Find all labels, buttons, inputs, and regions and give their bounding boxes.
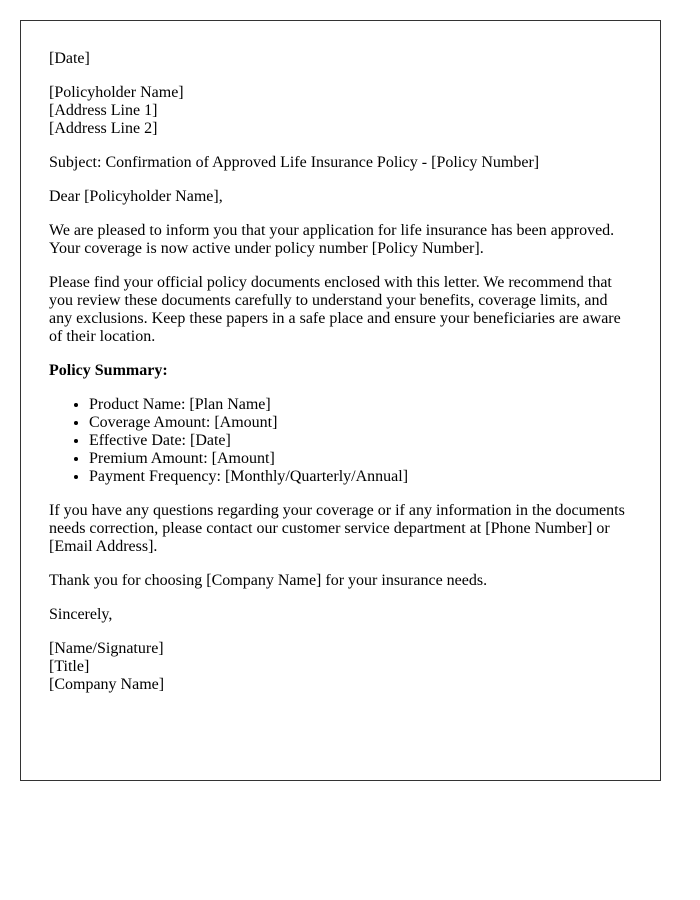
subject-line: Subject: Confirmation of Approved Life Insurance Policy - [Policy Number] bbox=[49, 154, 540, 171]
list-item: • Effective Date: [Date] bbox=[89, 432, 632, 450]
body-paragraph: Please find your official policy documents enclosed with this letter. We recommend that you review these documents carefully to understand your benefits, coverage limits, and any exclusions. Keep these papers in a safe place and ensure your beneficiaries are aware of their location. bbox=[49, 274, 621, 345]
address-line-2: [Address Line 2] bbox=[49, 120, 158, 137]
list-item: • Payment Frequency: [Monthly/Quarterly/Annual] bbox=[89, 468, 632, 486]
signature-block bbox=[49, 640, 632, 694]
policy-summary-heading: Policy Summary: bbox=[49, 362, 168, 379]
recipient-address bbox=[49, 84, 632, 138]
body-paragraph: We are pleased to inform you that your application for life insurance has been approved. Your coverage is now active under policy number [Policy Number]. bbox=[49, 222, 615, 257]
list-item: • Product Name: [Plan Name] bbox=[89, 396, 632, 414]
list-item: • Coverage Amount: [Amount] bbox=[89, 414, 632, 432]
letter bbox=[20, 20, 661, 781]
signature-title: [Title] bbox=[49, 658, 90, 675]
body-paragraph: If you have any questions regarding your coverage or if any information in the documents needs correction, please contact our customer service department at [Phone Number] or [Email Address]. bbox=[49, 502, 625, 555]
policy-summary-list bbox=[49, 396, 632, 486]
signature-company: [Company Name] bbox=[49, 676, 165, 693]
list-item: • Premium Amount: [Amount] bbox=[89, 450, 632, 468]
body-paragraph: Thank you for choosing [Company Name] for your insurance needs. bbox=[49, 572, 488, 589]
address-line-1: [Address Line 1] bbox=[49, 102, 158, 119]
letter-date: [Date] bbox=[49, 50, 90, 67]
recipient-name: [Policyholder Name] bbox=[49, 84, 184, 101]
signature-name: [Name/Signature] bbox=[49, 640, 164, 657]
sign-off: Sincerely, bbox=[49, 606, 113, 623]
salutation: Dear [Policyholder Name], bbox=[49, 188, 223, 205]
